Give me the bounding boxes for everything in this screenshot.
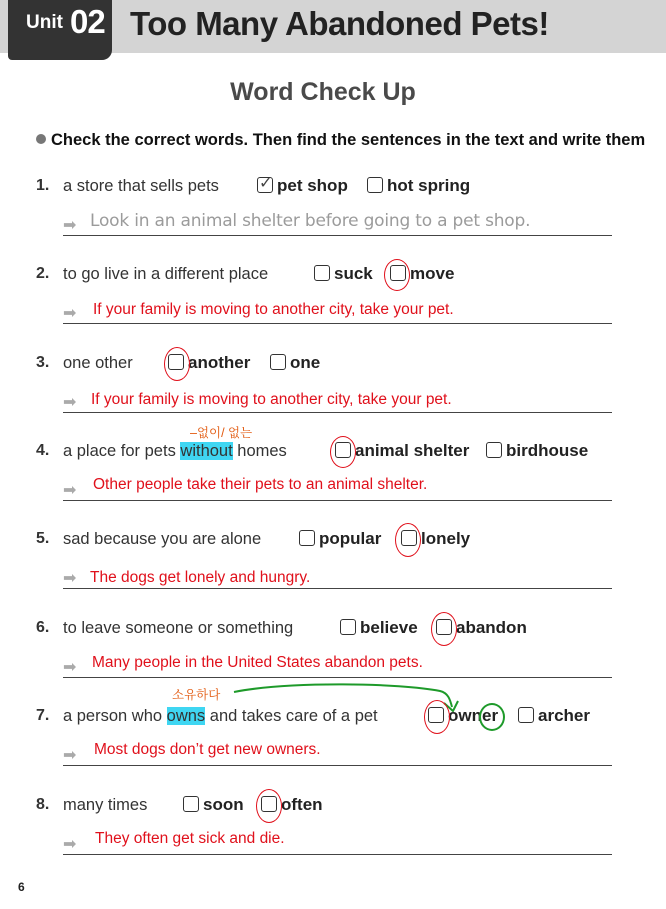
- option-label: suck: [334, 264, 373, 283]
- checkbox[interactable]: [270, 354, 286, 370]
- arrow-icon: ➡: [63, 570, 77, 587]
- answer-circle: [256, 789, 282, 823]
- option-1[interactable]: [299, 529, 381, 549]
- section-title-text: Word Check Up: [230, 78, 416, 106]
- question-item-7: [0, 688, 666, 787]
- option-label: one: [290, 353, 321, 372]
- answer-sentence: They often get sick and die.: [95, 830, 285, 847]
- option-1[interactable]: [183, 795, 244, 815]
- item-definition: a store that sells pets: [63, 177, 219, 195]
- page-number: 6: [18, 880, 25, 894]
- spelling-mark-circle: [479, 703, 505, 731]
- answer-line: [63, 588, 612, 589]
- arrow-icon: ➡: [63, 394, 77, 411]
- option-1[interactable]: [257, 176, 348, 196]
- option-2[interactable]: [367, 176, 470, 196]
- bullet-icon: [36, 134, 46, 144]
- option-1[interactable]: [340, 618, 418, 638]
- definition-text: homes: [232, 442, 287, 460]
- option-1[interactable]: [314, 264, 373, 284]
- checkbox[interactable]: [486, 442, 502, 458]
- item-number: 1.: [36, 177, 50, 194]
- answer-sentence: If your family is moving to another city, take your pet.: [93, 301, 454, 318]
- answer-circle: [330, 436, 356, 468]
- option-label: popular: [319, 529, 382, 548]
- answer-sentence: The dogs get lonely and hungry.: [90, 569, 311, 586]
- checkbox[interactable]: [314, 265, 330, 281]
- answer-sentence: If your family is moving to another city, take your pet.: [91, 391, 452, 408]
- checkbox[interactable]: [183, 796, 199, 812]
- item-number: 2.: [36, 265, 50, 282]
- item-number: 7.: [36, 707, 50, 724]
- option-2[interactable]: [518, 706, 590, 726]
- option-label: believe: [360, 618, 418, 637]
- option-label: lonely: [421, 529, 471, 548]
- option-label: soon: [203, 795, 244, 814]
- item-number: 4.: [36, 442, 50, 459]
- answer-line: [63, 323, 612, 324]
- unit-number: 02: [70, 3, 105, 40]
- question-item-3: [0, 354, 666, 434]
- answer-line: [63, 235, 612, 236]
- question-item-2: [0, 265, 666, 345]
- question-item-5: [0, 530, 666, 610]
- item-definition: to leave someone or something: [63, 619, 294, 637]
- handwritten-note: 소유하다: [172, 688, 221, 702]
- arrow-icon: ➡: [63, 305, 77, 322]
- highlighted-word: without: [180, 442, 233, 460]
- arrow-icon: ➡: [63, 217, 77, 234]
- checkbox[interactable]: [299, 530, 315, 546]
- answer-circle: [424, 700, 450, 734]
- option-label: often: [281, 795, 323, 814]
- item-definition: many times: [63, 796, 148, 814]
- arrow-icon: ➡: [63, 659, 77, 676]
- option-2[interactable]: [486, 441, 588, 461]
- item-definition: [63, 442, 287, 461]
- question-item-8: [0, 796, 666, 876]
- item-definition: one other: [63, 354, 133, 372]
- option-label: hot spring: [387, 176, 471, 195]
- definition-text: and takes care of a pet: [205, 707, 378, 725]
- option-label: archer: [538, 706, 590, 725]
- section-title: [0, 78, 666, 107]
- item-number: 3.: [36, 354, 50, 371]
- answer-line: [63, 412, 612, 413]
- question-item-1: [0, 177, 666, 257]
- checkbox[interactable]: [518, 707, 534, 723]
- arrow-icon: ➡: [63, 482, 77, 499]
- instruction: [36, 131, 645, 150]
- option-2[interactable]: [270, 353, 320, 373]
- arrow-icon: ➡: [63, 836, 77, 853]
- item-number: 8.: [36, 796, 50, 813]
- definition-text: a person who: [63, 707, 167, 725]
- arrow-icon: ➡: [63, 747, 77, 764]
- option-label: birdhouse: [506, 441, 589, 460]
- option-label: owner: [448, 706, 499, 725]
- checkbox-checked[interactable]: [257, 177, 273, 193]
- item-definition: to go live in a different place: [63, 265, 269, 283]
- answer-sentence: Other people take their pets to an animal shelter.: [93, 476, 428, 493]
- option-label: pet shop: [277, 176, 348, 195]
- option-label: abandon: [456, 618, 527, 637]
- handwritten-note: –없이/ 없는: [190, 426, 253, 440]
- check-icon: ✓: [259, 175, 273, 192]
- page-title: Too Many Abandoned Pets!: [130, 5, 549, 42]
- highlighted-word: owns: [166, 707, 206, 725]
- answer-circle: [384, 259, 410, 291]
- definition-text: a place for pets: [63, 442, 181, 460]
- option-label: another: [188, 353, 251, 372]
- instruction-text: Check the correct words. Then find the sentences in the text and write them: [51, 131, 646, 149]
- item-number: 6.: [36, 619, 50, 636]
- checkbox[interactable]: [340, 619, 356, 635]
- answer-sentence: Many people in the United States abandon pets.: [92, 654, 423, 671]
- question-item-4: [0, 426, 666, 522]
- answer-line: [63, 500, 612, 501]
- answer-circle: [431, 612, 457, 646]
- answer-circle: [164, 347, 190, 381]
- answer-circle: [395, 523, 421, 557]
- option-label: move: [410, 264, 455, 283]
- answer-sentence: Most dogs don’t get new owners.: [94, 741, 321, 758]
- option-label: animal shelter: [355, 441, 470, 460]
- item-number: 5.: [36, 530, 50, 547]
- answer-line: [63, 765, 612, 766]
- item-definition: sad because you are alone: [63, 530, 262, 548]
- answer-line: [63, 854, 612, 855]
- answer-sentence: Look in an animal shelter before going to a pet shop.: [90, 211, 531, 231]
- unit-tab: [8, 0, 112, 60]
- unit-label: Unit: [26, 12, 63, 33]
- checkbox[interactable]: [367, 177, 383, 193]
